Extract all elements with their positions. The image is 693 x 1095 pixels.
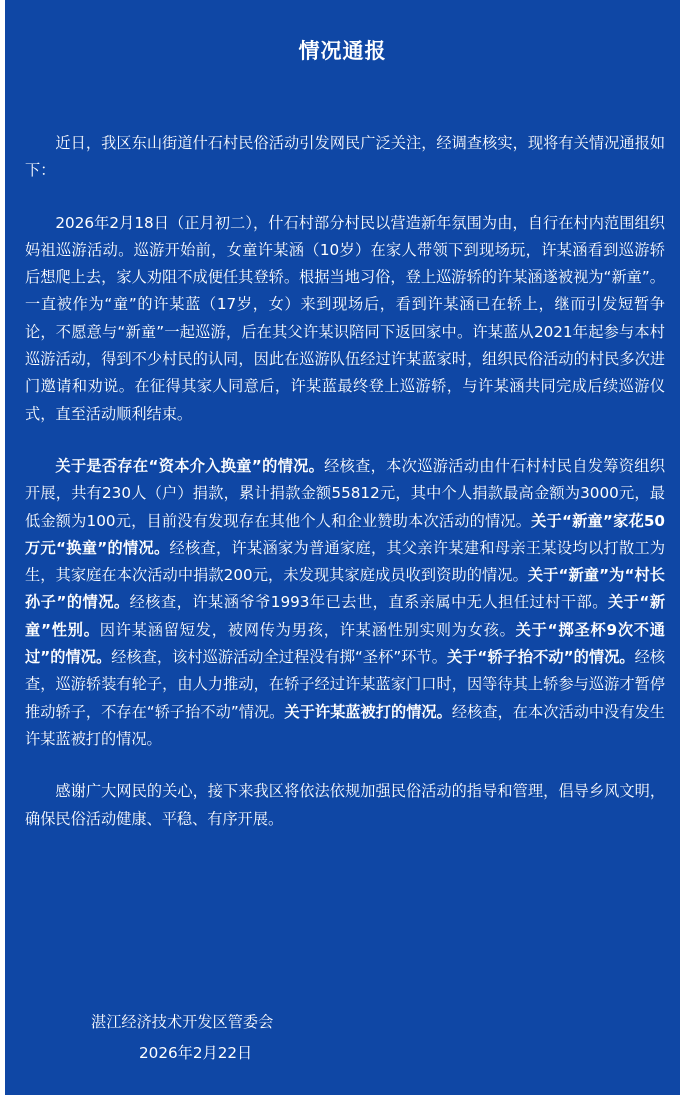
finding-text: 经核查，许某涵爷爷1993年已去世，直系亲属中无人担任过村干部。: [129, 593, 608, 612]
signature-date: 2026年2月22日: [139, 1044, 253, 1062]
finding-heading: 关于“新童”为“村长孙子”的情况。: [25, 566, 665, 612]
finding-heading: 关于“新童”性别。: [25, 593, 666, 639]
finding-text: 经核查，本次巡游活动由什石村村民自发筹资组织开展，共有230人（户）捐款，累计捐款金额55812元，其中个人捐款最高金额为3000元，最低金额为100元，目前没有发现存在其他个人和企业赞助本次活动的情况。: [25, 456, 666, 530]
background-paragraph: 2026年2月18日（正月初二），什石村部分村民以营造新年氛围为由，自行在村内范围组织妈祖巡游活动。巡游开始前，女童许某涵（10岁）在家人带领下到现场玩，许某涵看到巡游轿后想爬上去，家人劝阻不成便任其登轿。根据当地习俗，登上巡游轿的许某涵遂被视为“新童”。一直被作为“童”的许某蓝（17岁，女）来到现场后，看到许某涵已在轿上，继而引发短暂争论，不愿意与“新童”一起巡游，后在其父许某识陪同下返回家中。许某蓝从2021年起参与本村巡游活动，得到不少村民的认同，因此在巡游队伍经过许某蓝家时，组织民俗活动的村民多次进门邀请和劝说。在征得其家人同意后，许某蓝最终登上巡游轿，与许某涵共同完成后续巡游仪式，直至活动顺利结束。: [25, 213, 665, 423]
finding-text: 经核查，该村巡游活动全过程没有掷“圣杯”环节。: [111, 648, 447, 667]
intro-paragraph: 近日，我区东山街道什石村民俗活动引发网民广泛关注，经调查核实，现将有关情况通报如下：: [25, 134, 665, 180]
closing-paragraph: 感谢广大网民的关心，接下来我区将依法依规加强民俗活动的指导和管理，倡导乡风文明，确保民俗活动健康、平稳、有序开展。: [25, 782, 665, 828]
finding-text: 经核查，许某涵家为普通家庭，其父亲许某建和母亲王某设均以打散工为生，其家庭在本次活动中捐款200元，未发现其家庭成员收到资助的情况。: [25, 538, 666, 585]
findings-paragraph: [25, 453, 665, 753]
finding-text: 因许某涵留短发，被网传为男孩，许某涵性别实则为女孩。: [99, 620, 516, 639]
signature-organization: 湛江经济技术开发区管委会: [91, 1013, 274, 1031]
finding-heading: 关于“掷圣杯9次不通过”的情况。: [25, 620, 665, 667]
finding-heading: 关于是否存在“资本介入换童”的情况。: [55, 456, 325, 475]
notice-title: 情况通报: [298, 39, 387, 63]
notice-body: [25, 130, 665, 858]
finding-heading: 关于许某蓝被打的情况。: [284, 702, 452, 721]
notice-panel: [5, 0, 680, 1095]
finding-text: 经核查，巡游轿装有轮子，由人力推动，在轿子经过许某蓝家门口时，因等待其上轿参与巡游才暂停推动轿子，不存在“轿子抬不动”情况。: [25, 648, 666, 721]
finding-heading: 关于“新童”家花50万元“换童”的情况。: [25, 511, 665, 557]
finding-heading: 关于“轿子抬不动”的情况。: [446, 648, 635, 667]
finding-text: 经核查，在本次活动中没有发生许某蓝被打的情况。: [25, 702, 665, 748]
